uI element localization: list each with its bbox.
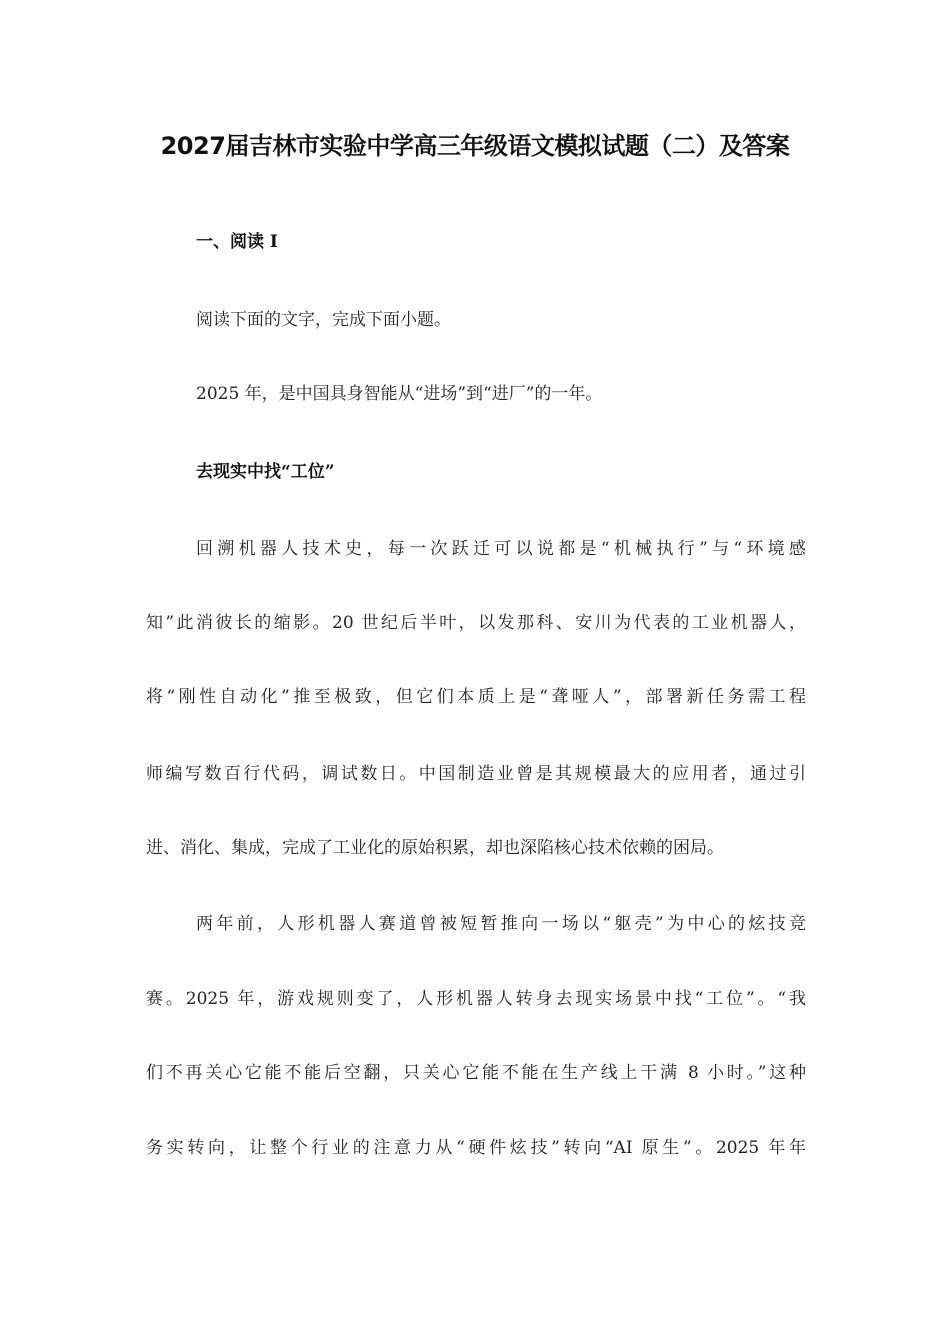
section-heading: 一、阅读 I bbox=[196, 232, 278, 252]
instruction-text: 阅读下面的文字，完成下面小题。 bbox=[196, 310, 451, 330]
paragraph-1-line-5: 进、消化、集成，完成了工业化的原始积累，却也深陷核心技术依赖的困局。 bbox=[146, 838, 724, 858]
intro-text: 2025 年，是中国具身智能从“进场”到“进厂”的一年。 bbox=[196, 384, 603, 404]
subheading: 去现实中找“工位” bbox=[196, 462, 335, 482]
paragraph-1-line-2: 知”此消彼长的缩影。20 世纪后半叶，以发那科、安川为代表的工业机器人， bbox=[146, 613, 806, 633]
paragraph-1-line-4: 师编写数百行代码，调试数日。中国制造业曾是其规模最大的应用者，通过引 bbox=[146, 764, 806, 784]
document-title: 2027届吉林市实验中学高三年级语文模拟试题（二）及答案 bbox=[160, 132, 790, 160]
paragraph-2-line-3: 们不再关心它能不能后空翻，只关心它能不能在生产线上干满 8 小时。”这种 bbox=[146, 1063, 806, 1083]
paragraph-2-line-4: 务实转向，让整个行业的注意力从“硬件炫技”转向“AI 原生”。2025 年年 bbox=[146, 1138, 806, 1158]
paragraph-1-line-1: 回溯机器人技术史，每一次跃迁可以说都是“机械执行”与“环境感 bbox=[196, 539, 806, 559]
paragraph-2-line-2: 赛。2025 年，游戏规则变了，人形机器人转身去现实场景中找“工位”。“我 bbox=[146, 989, 806, 1009]
paragraph-1-line-3: 将“刚性自动化”推至极致，但它们本质上是“聋哑人”，部署新任务需工程 bbox=[146, 687, 806, 707]
paragraph-2-line-1: 两年前，人形机器人赛道曾被短暂推向一场以“躯壳”为中心的炫技竞 bbox=[196, 914, 806, 934]
